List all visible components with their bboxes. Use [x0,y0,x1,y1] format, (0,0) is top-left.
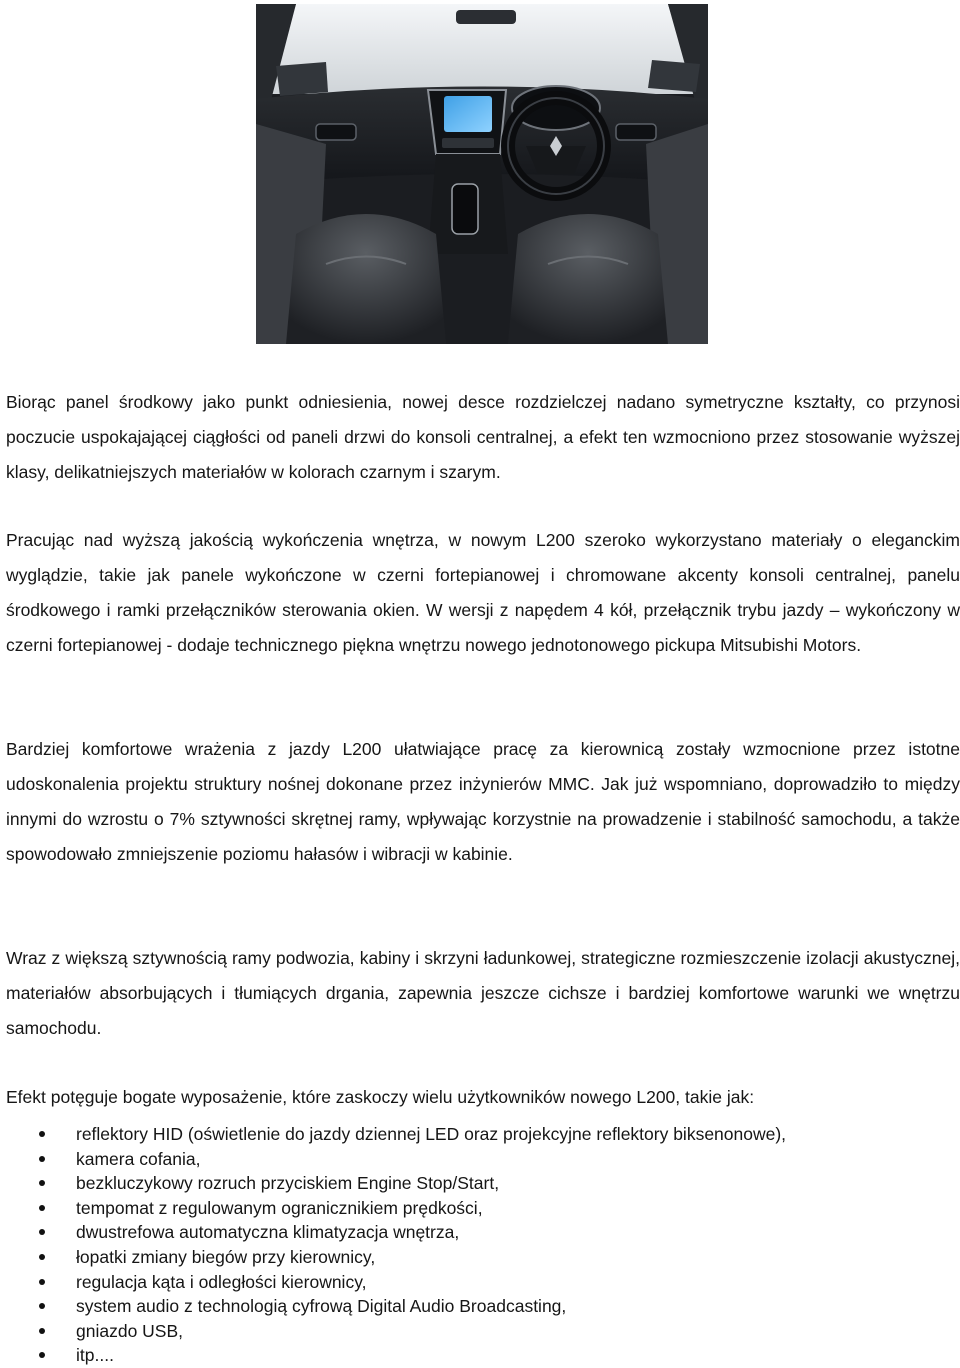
bullet-icon [39,1303,45,1309]
bullet-icon [39,1229,45,1235]
paragraph-interior-finish: Pracując nad wyższą jakością wykończenia wnętrza, w nowym L200 szeroko wykorzystano materiały o eleganckim wyglądzie, takie jak panele wykończone w czerni fortepianowej i chromowane akcenty konsoli centralnej, panelu środkowego i ramki przełączników sterowania okien. W wersji z napędem 4 kół, przełącznik trybu jazdy – wykończony w czerni fortepianowej - dodaje technicznego piękna wnętrzu nowego jednotonowego pickupa Mitsubishi Motors. [6,530,960,655]
list-item-text: kamera cofania, [76,1148,201,1169]
feature-list [0,1122,960,1368]
list-item [0,1343,960,1368]
list-item [0,1196,960,1221]
list-item [0,1319,960,1344]
list-item [0,1270,960,1295]
paragraph-driving-comfort: Bardziej komfortowe wrażenia z jazdy L200 ułatwiające pracę za kierownicą zostały wzmocnione przez istotne udoskonalenia projektu struktury nośnej dokonane przez inżynierów MMC. Jak już wspomniano, doprowadziło to między innymi do wzrostu o 7% sztywności skrętnej ramy, wpływając korzystnie na prowadzenie i stabilność samochodu, a także spowodowało zmniejszenie poziomu hałasów i wibracji w kabinie. [6,739,960,864]
bullet-icon [39,1205,45,1211]
list-item-text: bezkluczykowy rozruch przyciskiem Engine Stop/Start, [76,1173,500,1194]
bullet-icon [39,1279,45,1285]
bullet-icon [39,1156,45,1162]
list-item-text: dwustrefowa automatyczna klimatyzacja wnętrza, [76,1222,460,1243]
car-interior-image [256,4,708,344]
bullet-icon [39,1352,45,1358]
list-item-text: reflektory HID (oświetlenie do jazdy dziennej LED oraz projekcyjne reflektory biksenonowe), [76,1124,787,1144]
list-item [0,1147,960,1172]
dashboard-illustration [256,4,708,344]
list-item-text: gniazdo USB, [76,1320,184,1341]
list-item [0,1294,960,1319]
list-item [0,1171,960,1196]
list-item [0,1220,960,1245]
bullet-icon [39,1180,45,1186]
bullet-icon [39,1328,45,1334]
list-item [0,1122,960,1147]
list-item-text: łopatki zmiany biegów przy kierownicy, [76,1246,376,1267]
list-item-text: itp.... [76,1345,114,1366]
paragraph-noise-insulation: Wraz z większą sztywnością ramy podwozia, kabiny i skrzyni ładunkowej, strategiczne rozmieszczenie izolacji akustycznej, materiałów absorbujących i tłumiących drgania, zapewnia jeszcze cichsze i bardziej komfortowe warunki we wnętrzu samochodu. [6,948,960,1038]
paragraph-dashboard-design: Biorąc panel środkowy jako punkt odniesienia, nowej desce rozdzielczej nadano symetryczne kształty, co przynosi poczucie uspokajającej ciągłości od paneli drzwi do konsoli centralnej, a efekt ten wzmocniono przez stosowanie wyższej klasy, delikatniejszych materiałów w kolorach czarnym i szarym. [6,392,960,482]
list-item-text: system audio z technologią cyfrową Digital Audio Broadcasting, [76,1296,567,1317]
list-item [0,1245,960,1270]
bullet-icon [39,1131,45,1137]
list-item-text: regulacja kąta i odległości kierownicy, [76,1271,367,1292]
bullet-icon [39,1254,45,1260]
list-item-text: tempomat z regulowanym ogranicznikiem prędkości, [76,1197,483,1218]
paragraph-equipment-intro: Efekt potęguje bogate wyposażenie, które zaskoczy wielu użytkowników nowego L200, takie jak: [6,1087,755,1107]
